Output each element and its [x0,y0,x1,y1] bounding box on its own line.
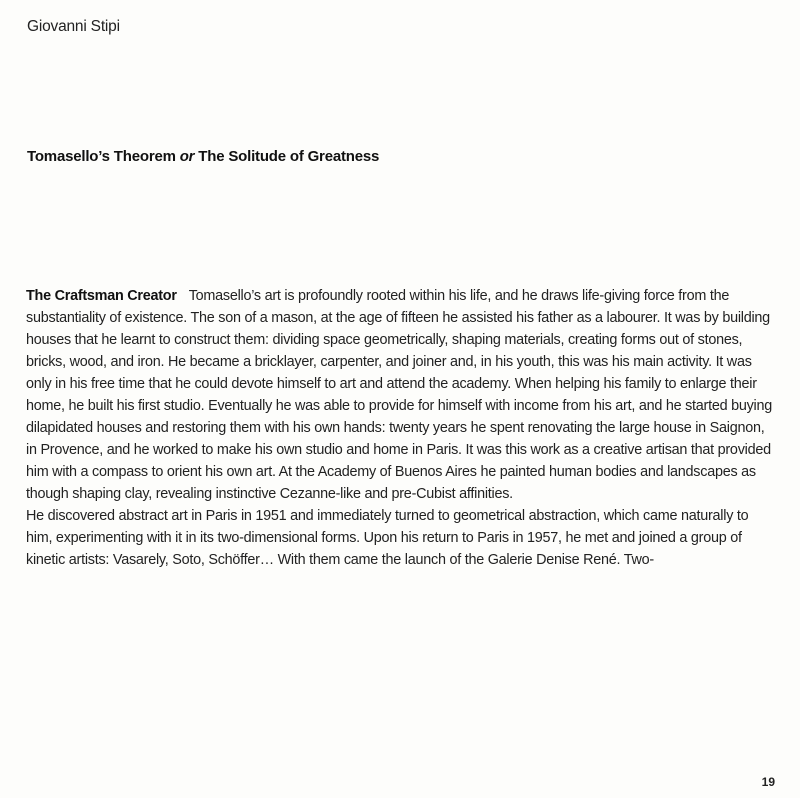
paragraph-1 [26,285,778,505]
essay-body [26,285,778,571]
section-heading: The Craftsman Creator [26,288,177,304]
paragraph-1-text: Tomasello’s art is profoundly rooted within his life, and he draws life-giving force from the substantiality of existence. The son of a mason, at the age of fifteen he assisted his father as a labourer. It was by building houses that he learnt to construct them: dividing space geometrically, shaping materials, creating forms out of stones, bricks, wood, and iron. He became a bricklayer, carpenter, and joiner and, in his youth, this was his main activity. It was only in his free time that he could devote himself to art and attend the academy. When helping his family to enlarge their home, he built his first studio. Eventually he was able to provide for himself with income from his art, and he started buying dilapidated houses and restoring them with his own hands: twenty years he spent renovating the large house in Saignon, in Provence, and he worked to make his own studio and home in Paris. It was this work as a creative artisan that provided him with a compass to orient his own art. At the Academy of Buenos Aires he painted human bodies and landscapes as though shaping clay, revealing instinctive Cezanne-like and pre-Cubist affinities. [26,288,772,502]
page-number: 19 [761,775,775,789]
paragraph-2: He discovered abstract art in Paris in 1951 and immediately turned to geometrical abstraction, which came naturally to him, experimenting with it in its two-dimensional forms. Upon his return to Paris in 1957, he met and joined a group of kinetic artists: Vasarely, Soto, Schöffer… With them came the launch of the Galerie Denise René. Two- [26,508,749,568]
title-part-1: Tomasello’s Theorem [27,148,180,165]
author-name: Giovanni Stipi [27,18,120,35]
title-part-2: The Solitude of Greatness [194,148,380,165]
title-connector: or [179,148,195,165]
essay-title [27,148,379,165]
